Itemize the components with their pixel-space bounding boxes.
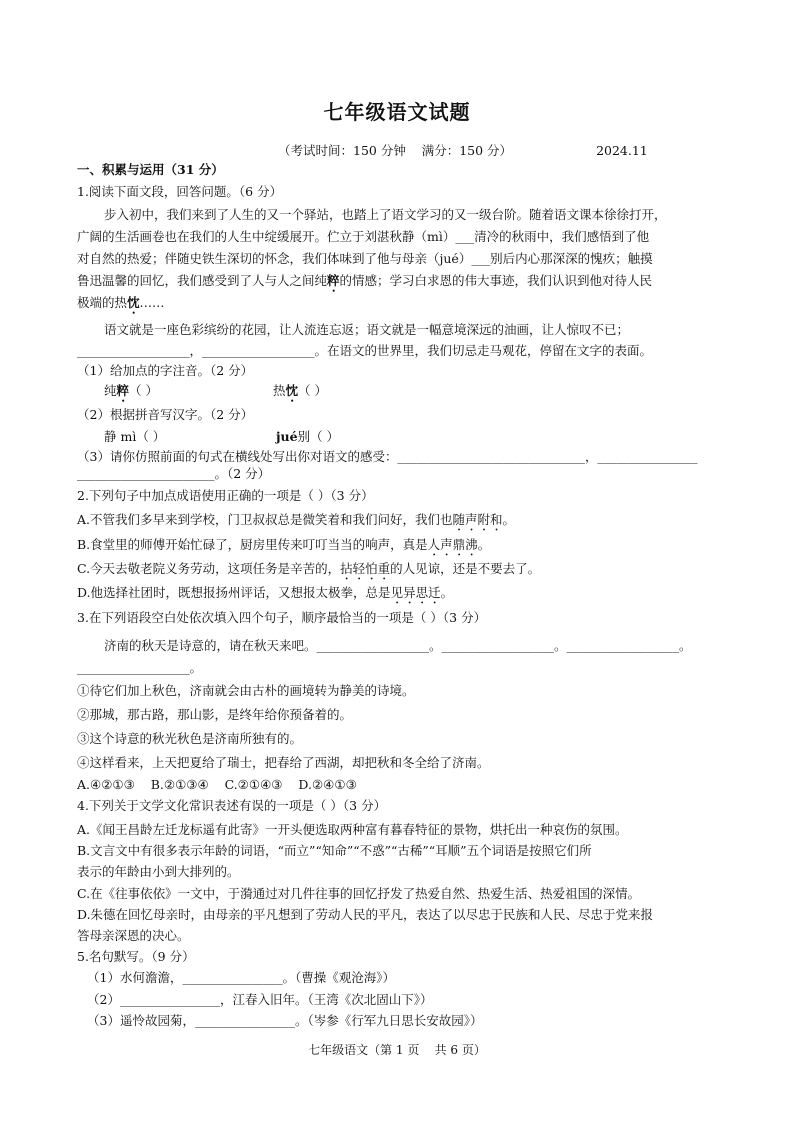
dotted-char: 粹 [116, 383, 130, 398]
dotted-idiom: 见异思迁 [390, 585, 441, 600]
q1-stem: 1.阅读下面文段，回答问题。（6 分） [77, 184, 283, 199]
option-text: 。 [502, 512, 516, 527]
option-text: 的人见谅，还是不要去了。 [390, 561, 541, 576]
q1-passage-line [77, 273, 652, 295]
q1-sub3: ______________________。（2 分） [77, 466, 271, 481]
q4-option-c: C.在《往事依依》一文中，于漪通过对几件往事的回忆抒发了热爱自然、热爱生活、热爱祖国的深情。 [77, 886, 641, 901]
dotted-char: 忱 [285, 383, 299, 398]
option-text: 。 [477, 537, 491, 552]
dotted-idiom: 拈轻怕重 [340, 561, 391, 576]
word-char: 纯 [104, 383, 117, 398]
option-text: B.食堂里的师傅开始忙碌了，厨房里传来叮叮当当的响声，真是 [77, 537, 428, 552]
passage-text: 极端的热 [77, 295, 128, 310]
q4-stem: 4.下列关于文学文化常识表述有误的一项是（ ）（3 分） [77, 798, 387, 813]
answer-blank: 别（ ） [297, 429, 340, 444]
option-text: D.他选择社团时，既想报扬州评话，又想报太极拳，总是 [77, 585, 391, 600]
q3-sentence-2: ②那城，那古路，那山影，是终年给你预备着的。 [77, 707, 353, 722]
q5-item-3: （3）遥怜故园菊，________________。（岑参《行军九日思长安故园》） [87, 1013, 483, 1028]
passage-text: …… [139, 295, 165, 310]
q5-item-1: （1）水何澹澹，________________。（曹操《观沧海》） [87, 970, 395, 985]
q2-option-d [77, 585, 453, 607]
q2-stem: 2.下列句子中加点成语使用正确的一项是（ ）（3 分） [77, 488, 374, 503]
q5-item-2: （2）________________，江春入旧年。（王湾《次北固山下》） [87, 992, 433, 1007]
q1-passage-line: 广阔的生活画卷也在我们的人生中绽缓展开。伫立于刘湛秋静（mì）___清冷的秋雨中，我们感悟到了他 [77, 229, 650, 244]
q4-option-a: A.《闻王昌龄左迁龙标遥有此寄》一开头便选取两种富有暮春特征的景物，烘托出一种哀伤的氛围。 [77, 822, 628, 837]
dotted-idiom: 随声附和 [452, 512, 503, 527]
q3-stem: 3.在下列语段空白处依次填入四个句子，顺序最恰当的一项是（ ）（3 分） [77, 610, 487, 625]
q1-passage-line: 步入初中，我们来到了人生的又一个驿站，也踏上了语文学习的又一级台阶。随着语文课本徐徐打开， [104, 207, 667, 222]
answer-blank: （ ） [129, 383, 159, 398]
word-char: 热 [273, 383, 286, 398]
exam-date: 2024.11 [596, 143, 648, 158]
passage-text: 鲁迅温馨的回忆，我们感受到了人与人之间纯 [77, 273, 328, 288]
q1-sub2-word1: 静 mì（ ） [104, 429, 166, 444]
answer-blank: （ ） [298, 383, 328, 398]
q1-sub1-word1 [104, 383, 158, 405]
option-text: A.不管我们多早来到学校，门卫叔叔总是微笑着和我们问好，我们也 [77, 512, 453, 527]
q1-passage-line [77, 295, 165, 317]
q3-passage: __________________。 [77, 660, 203, 675]
dotted-char: 忱 [127, 295, 140, 310]
q1-sub3: （3）请你仿照前面的句式在横线处写出你对语文的感受：______________________________，________________ [77, 449, 698, 464]
q1-sub2-word2 [276, 429, 339, 445]
q1-passage-line: 语文就是一座色彩缤纷的花园，让人流连忘返；语文就是一幅意境深远的油画，让人惊叹不已； [104, 322, 630, 337]
q2-option-b [77, 537, 490, 559]
q2-option-c [77, 561, 540, 583]
q1-passage-line: 对自然的热爱；伴随史铁生深切的怀念，我们体味到了他与母亲（jué）___别后内心那深深的愧疚；触摸 [77, 251, 653, 266]
exam-info [278, 141, 648, 159]
option-text: 。 [440, 585, 454, 600]
q4-option-d: D.朱德在回忆母亲时，由母亲的平凡想到了劳动人民的平凡，表达了以尽忠于民族和人民、尽忠于党来报 [77, 907, 654, 922]
q4-option-b: 表示的年龄由小到大排列的。 [77, 864, 240, 879]
passage-text: 的情感；学习白求恩的伟大事迹，我们认识到他对待人民 [339, 273, 653, 288]
q2-option-a [77, 512, 515, 534]
exam-time-score: （考试时间：150 分钟 满分：150 分） [278, 143, 513, 158]
dotted-idiom: 人声鼎沸 [427, 537, 478, 552]
q3-options: A.④②①③ B.②①③④ C.②①④③ D.②④①③ [77, 777, 357, 792]
q3-sentence-4: ④这样看来，上天把夏给了瑞士，把春给了西湖，却把秋和冬全给了济南。 [77, 755, 490, 770]
dotted-char: 粹 [327, 273, 340, 288]
q1-sub1: （1）给加点的字注音。（2 分） [77, 363, 254, 378]
q4-option-d: 答母亲深恩的决心。 [77, 928, 190, 943]
option-text: C.今天去敬老院义务劳动，这项任务是辛苦的， [77, 561, 341, 576]
q5-stem: 5.名句默写。（9 分） [77, 949, 195, 964]
page-footer: 七年级语文（第 1 页 共 6 页） [308, 1043, 486, 1057]
q3-sentence-1: ①待它们加上秋色，济南就会由古朴的画境转为静美的诗境。 [77, 683, 415, 698]
pinyin: jué [276, 429, 298, 444]
q3-passage: 济南的秋天是诗意的，请在秋天来吧。__________________。__________________。__________________。 [104, 638, 692, 653]
section-heading: 一、积累与运用（31 分） [77, 162, 224, 177]
q1-passage-line: __________________，__________________。在语文的世界里，我们切忌走马观花，停留在文字的表面。 [77, 343, 653, 358]
q4-option-b: B.文言文中有很多表示年龄的词语，“而立”“知命”“不惑”“古稀”“耳顺”五个词语是按照它们所 [77, 843, 592, 858]
q1-sub2: （2）根据拼音写汉字。（2 分） [77, 407, 254, 422]
page-title: 七年级语文试题 [323, 100, 471, 124]
q1-sub1-word2 [273, 383, 327, 405]
q3-sentence-3: ③这个诗意的秋光秋色是济南所独有的。 [77, 731, 303, 746]
